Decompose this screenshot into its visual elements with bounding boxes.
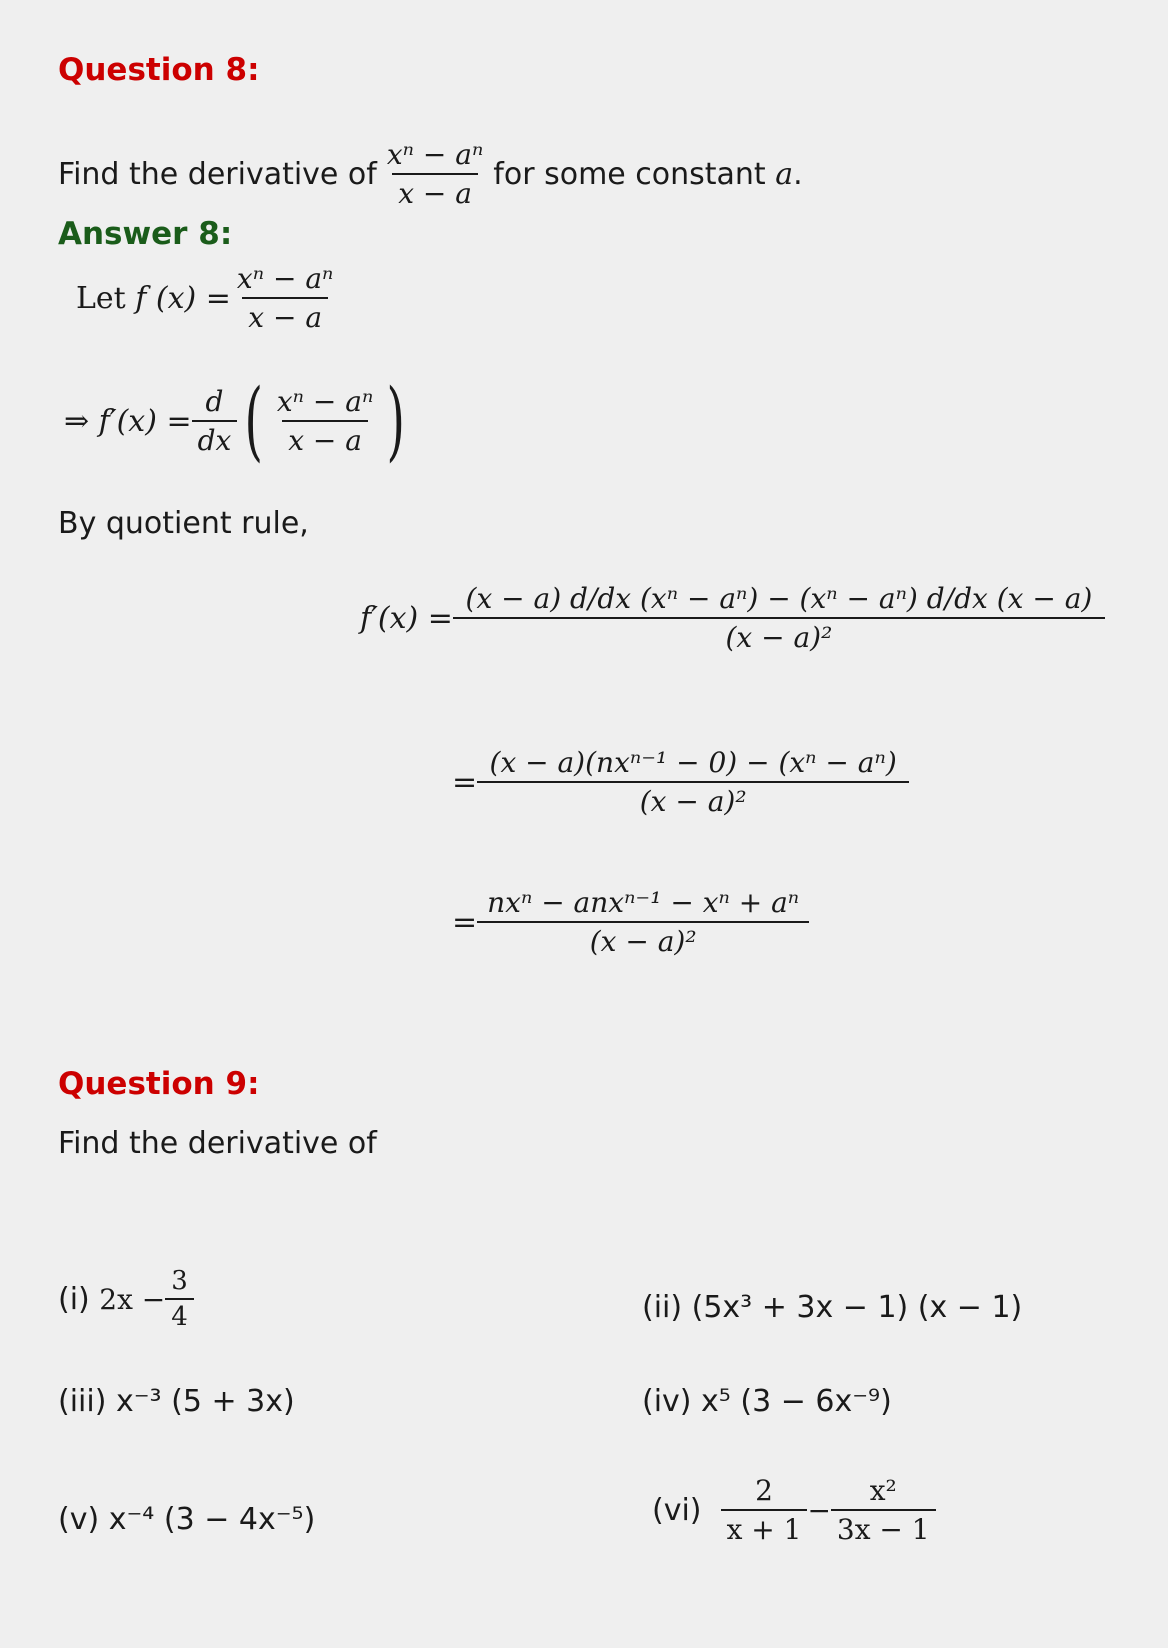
quotient-rule-text: By quotient rule,	[58, 506, 309, 541]
step-2-denominator: (x − a)²	[477, 781, 909, 818]
item-vi-label: (vi)	[652, 1492, 702, 1528]
d-dx-operator	[192, 385, 238, 457]
question-8-heading: Question 8:	[58, 52, 260, 88]
question-9-prompt: Find the derivative of	[58, 1126, 377, 1161]
definition-denominator: x − a	[242, 297, 328, 334]
quotient-step-1	[360, 582, 1105, 654]
item-vi-numerator-2: x²	[869, 1474, 897, 1507]
item-vi-denominator-1: x + 1	[721, 1509, 808, 1546]
item-i-label: (i)	[58, 1281, 90, 1317]
prompt-end: .	[793, 156, 803, 192]
step-3-equals: =	[452, 904, 478, 940]
quotient-step-2	[452, 746, 909, 818]
item-i	[58, 1266, 194, 1332]
setup-fraction	[271, 385, 379, 457]
definition-numerator: xⁿ − aⁿ	[236, 262, 334, 295]
let-definition	[76, 262, 339, 334]
step-1-fraction	[453, 582, 1105, 654]
definition-fraction	[231, 262, 339, 334]
f-of-x: f (x) =	[135, 280, 231, 316]
item-i-expr: 2x −	[99, 1282, 166, 1316]
derivative-setup	[64, 371, 413, 471]
item-vi-fraction-2	[831, 1474, 936, 1546]
item-i-denominator: 4	[165, 1298, 194, 1332]
setup-denominator: x − a	[282, 420, 368, 457]
item-i-fraction	[165, 1266, 194, 1332]
dx-denominator: dx	[192, 420, 238, 457]
prompt-fraction-numerator: xⁿ − aⁿ	[386, 138, 484, 171]
item-iii-expr: x⁻³ (5 + 3x)	[115, 1384, 295, 1419]
prompt-before: Find the derivative of	[58, 156, 377, 192]
item-vi-numerator-1: 2	[755, 1474, 773, 1507]
prompt-after: for some constant	[493, 156, 766, 192]
prompt-fraction-denominator: x − a	[392, 173, 478, 210]
step-3-numerator: nxⁿ − anxⁿ⁻¹ − xⁿ + aⁿ	[487, 886, 800, 919]
item-vi-denominator-2: 3x − 1	[831, 1509, 936, 1546]
item-vi-fraction-1	[721, 1474, 808, 1546]
item-v-expr: x⁻⁴ (3 − 4x⁻⁵)	[108, 1502, 316, 1537]
item-v-label: (v)	[58, 1502, 100, 1537]
step-1-denominator: (x − a)²	[453, 617, 1105, 654]
item-v	[58, 1502, 315, 1537]
item-vi	[652, 1474, 936, 1546]
step-1-numerator: (x − a) d/dx (xⁿ − aⁿ) − (xⁿ − aⁿ) d/dx (x − a)	[465, 582, 1093, 615]
left-paren: (	[244, 371, 264, 471]
let-text: Let	[76, 280, 126, 316]
d-numerator: d	[205, 385, 224, 418]
item-iv-label: (iv)	[642, 1384, 692, 1419]
prompt-fraction	[381, 138, 489, 210]
item-iii	[58, 1384, 295, 1419]
step-3-fraction	[477, 886, 809, 958]
answer-8-heading: Answer 8:	[58, 216, 233, 252]
prompt-variable: a	[775, 156, 794, 192]
question-8-prompt	[58, 138, 803, 210]
f-prime-of-x: ⇒ f′(x) =	[64, 403, 192, 439]
setup-numerator: xⁿ − aⁿ	[276, 385, 374, 418]
step-2-fraction	[477, 746, 909, 818]
item-iv	[642, 1384, 892, 1419]
right-paren: )	[386, 371, 406, 471]
item-i-numerator: 3	[171, 1266, 188, 1296]
item-iv-expr: x⁵ (3 − 6x⁻⁹)	[701, 1384, 892, 1419]
quotient-step-3	[452, 886, 809, 958]
item-ii: (ii) (5x³ + 3x − 1) (x − 1)	[642, 1290, 1023, 1325]
item-vi-minus: −	[807, 1493, 831, 1527]
question-9-heading: Question 9:	[58, 1066, 260, 1102]
step-3-denominator: (x − a)²	[477, 921, 809, 958]
step-1-lhs: f′(x) =	[360, 600, 453, 636]
item-iii-label: (iii)	[58, 1384, 107, 1419]
step-2-equals: =	[452, 764, 478, 800]
step-2-numerator: (x − a)(nxⁿ⁻¹ − 0) − (xⁿ − aⁿ)	[489, 746, 897, 779]
